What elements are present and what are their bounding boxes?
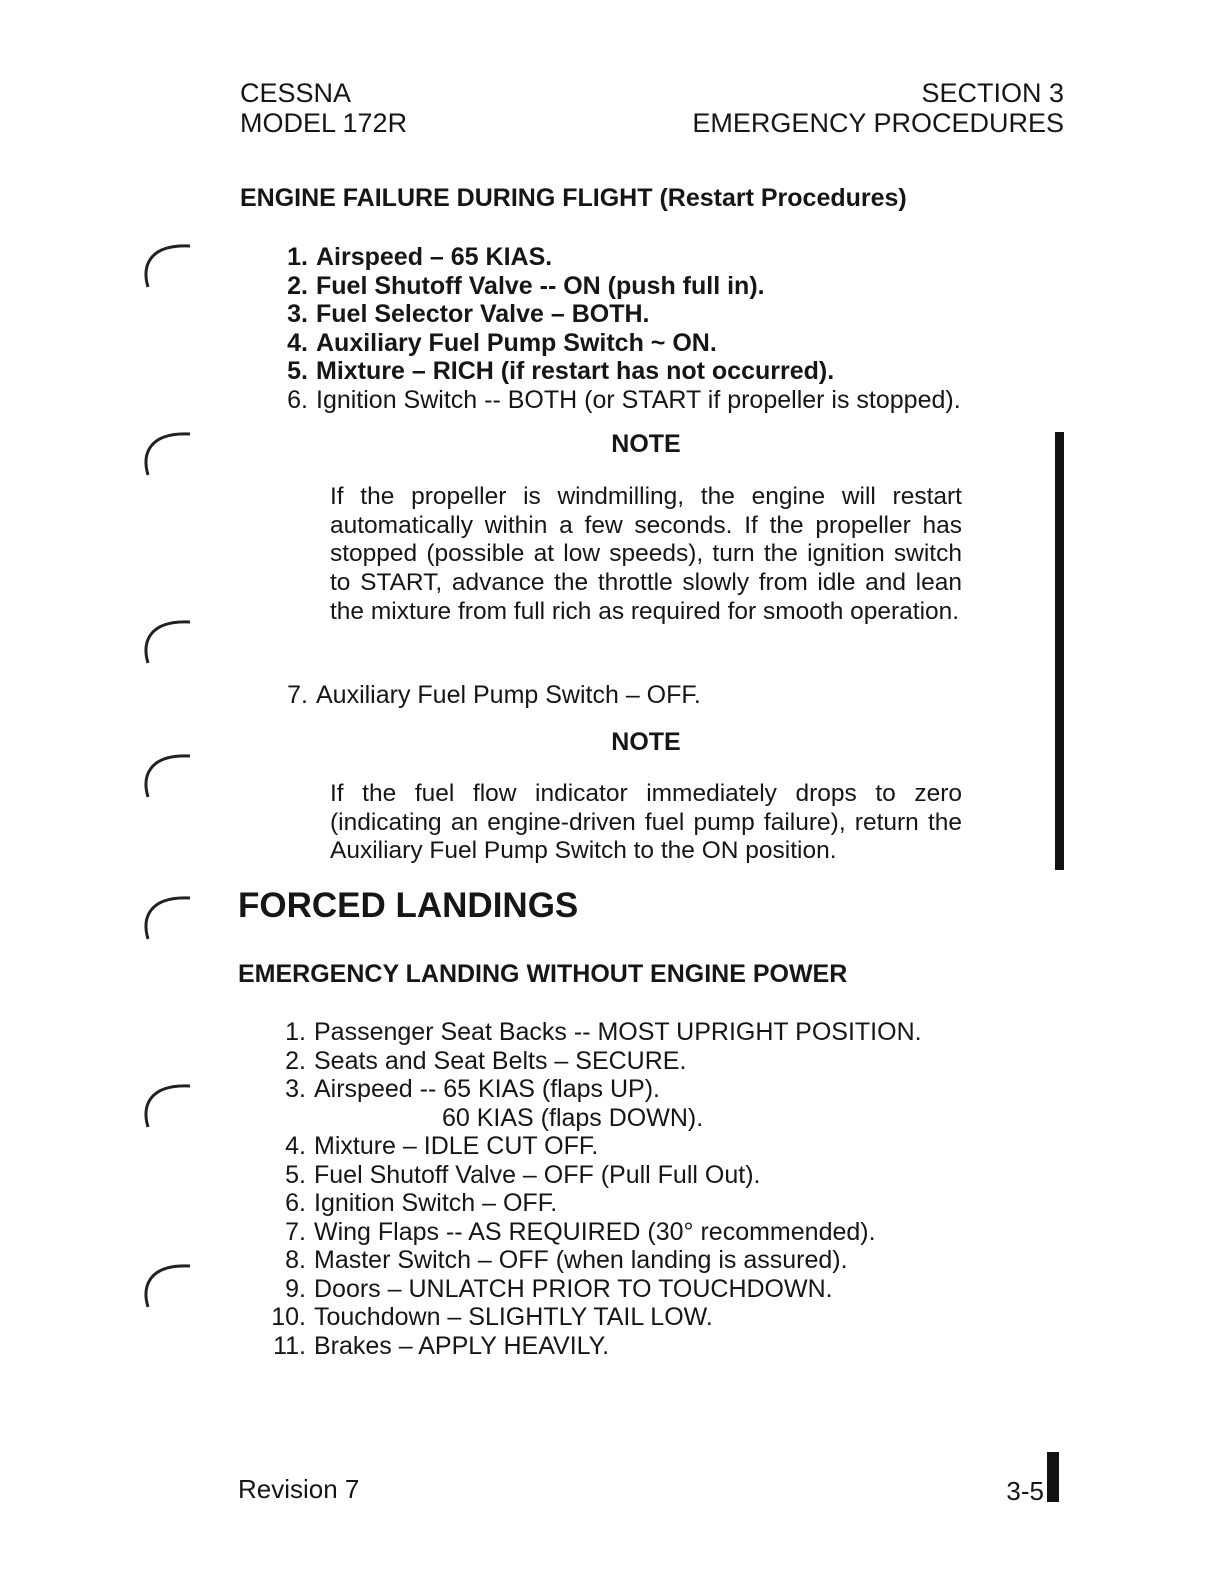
note-2-title: NOTE xyxy=(611,728,681,756)
step-number: 5. xyxy=(287,357,308,385)
step-text: Touchdown – SLIGHTLY TAIL LOW. xyxy=(314,1303,713,1331)
step-text: Airspeed – 65 KIAS. xyxy=(316,243,553,271)
step-text: Fuel Selector Valve – BOTH. xyxy=(316,300,650,328)
binder-hole-mark xyxy=(138,884,198,944)
step-text: Mixture – IDLE CUT OFF. xyxy=(314,1132,599,1160)
step-number: 6. xyxy=(287,385,308,414)
step-number: 1. xyxy=(285,1018,306,1046)
step-text: Doors – UNLATCH PRIOR TO TOUCHDOWN. xyxy=(314,1274,833,1303)
binder-hole-mark xyxy=(138,1072,198,1132)
step-text: Auxiliary Fuel Pump Switch ~ ON. xyxy=(316,328,717,357)
step-number: 5. xyxy=(285,1160,306,1189)
binder-hole-mark xyxy=(138,232,198,292)
section-number: SECTION 3 xyxy=(921,78,1064,108)
binder-hole-mark xyxy=(138,608,198,668)
revision-change-bar xyxy=(1055,432,1064,870)
step-number: 9. xyxy=(285,1274,306,1303)
step-text: Brakes – APPLY HEAVILY. xyxy=(314,1331,610,1360)
footer-page-number: 3-5 xyxy=(1006,1476,1044,1506)
step-text: Ignition Switch -- BOTH (or START if propeller is stopped). xyxy=(316,385,961,414)
step-text: Master Switch – OFF (when landing is assured). xyxy=(314,1246,848,1274)
step-text: Auxiliary Fuel Pump Switch – OFF. xyxy=(316,681,701,709)
binder-hole-mark xyxy=(138,1252,198,1312)
step-number: 10. xyxy=(271,1303,306,1331)
step-number: 6. xyxy=(285,1189,306,1217)
step-number: 8. xyxy=(285,1246,306,1274)
restart-title: ENGINE FAILURE DURING FLIGHT (Restart Procedures) xyxy=(240,184,907,212)
note-1-title: NOTE xyxy=(611,430,681,458)
step-number: 2. xyxy=(287,271,308,300)
step-number: 2. xyxy=(285,1046,306,1075)
step-text: Seats and Seat Belts – SECURE. xyxy=(314,1046,687,1075)
header-right xyxy=(692,78,1064,138)
step-number: 4. xyxy=(287,328,308,357)
step-number: 3. xyxy=(285,1075,306,1103)
step-number: 7. xyxy=(285,1217,306,1246)
model: MODEL 172R xyxy=(240,108,408,138)
binder-hole-mark xyxy=(138,420,198,480)
footer-change-bar xyxy=(1047,1452,1059,1502)
step-number: 3. xyxy=(287,300,308,328)
step-text: Ignition Switch – OFF. xyxy=(314,1189,558,1217)
binder-hole-mark xyxy=(138,742,198,802)
step-text: Passenger Seat Backs -- MOST UPRIGHT POSITION. xyxy=(314,1018,922,1046)
note-1-text: If the propeller is windmilling, the engine will restart automatically within a few seconds. If the propeller has stopped (possible at low speeds), turn the ignition switch to START, advance the throttle slowly from idle and lean the mixture from full rich as required for smooth operation. xyxy=(330,483,962,625)
section-title: EMERGENCY PROCEDURES xyxy=(692,108,1064,138)
note-2-title-wrap xyxy=(330,728,962,757)
step-text: Airspeed -- 65 KIAS (flaps UP). xyxy=(314,1075,660,1103)
step-text: Fuel Shutoff Valve -- ON (push full in). xyxy=(316,271,765,300)
step-number: 7. xyxy=(287,681,308,709)
step-number: 4. xyxy=(285,1132,306,1160)
forced-landings-title: FORCED LANDINGS xyxy=(238,886,579,925)
step-number: 1. xyxy=(287,243,308,271)
step-number: 11. xyxy=(273,1331,306,1360)
note-1-title-wrap xyxy=(330,430,962,459)
step-text: Fuel Shutoff Valve – OFF (Pull Full Out). xyxy=(314,1160,761,1189)
step-text: 60 KIAS (flaps DOWN). xyxy=(442,1103,704,1132)
step-text: Mixture – RICH (if restart has not occurred). xyxy=(316,357,835,385)
header-left xyxy=(240,78,407,138)
footer-revision: Revision 7 xyxy=(238,1474,360,1504)
note-2-text: If the fuel flow indicator immediately drops to zero (indicating an engine-driven fuel pump failure), return the Auxiliary Fuel Pump Switch to the ON position. xyxy=(330,780,962,865)
emergency-landing-subtitle: EMERGENCY LANDING WITHOUT ENGINE POWER xyxy=(238,960,848,988)
manufacturer: CESSNA xyxy=(240,78,352,108)
step-text: Wing Flaps -- AS REQUIRED (30° recommended). xyxy=(314,1217,876,1246)
